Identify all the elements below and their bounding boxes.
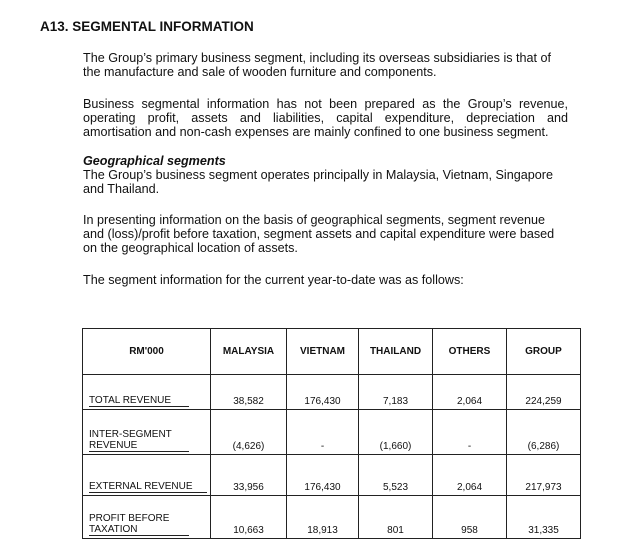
table-cell: 958 — [433, 496, 507, 539]
table-cell: 176,430 — [287, 375, 359, 410]
header-malaysia: MALAYSIA — [211, 329, 287, 375]
table-header-row — [83, 329, 581, 375]
geographical-segments-block — [83, 154, 568, 196]
paragraph-geographical-operations: The Group’s business segment operates principally in Malaysia, Vietnam, Singapore and Thailand. — [83, 168, 553, 196]
header-rm000: RM'000 — [83, 329, 211, 375]
table-row — [83, 410, 581, 455]
table-cell: 2,064 — [433, 375, 507, 410]
table-row — [83, 496, 581, 539]
table-cell: 33,956 — [211, 455, 287, 496]
section-heading: A13. SEGMENTAL INFORMATION — [40, 19, 254, 34]
table-cell: - — [287, 410, 359, 455]
table-cell: 176,430 — [287, 455, 359, 496]
paragraph-segment-intro: The segment information for the current year-to-date was as follows: — [83, 273, 464, 287]
table-cell: 5,523 — [359, 455, 433, 496]
table-cell: (6,286) — [507, 410, 581, 455]
row-label: TOTAL REVENUE — [83, 375, 211, 410]
row-label: INTER-SEGMENT REVENUE — [83, 410, 211, 455]
table-cell: (1,660) — [359, 410, 433, 455]
paragraph-presentation-basis: In presenting information on the basis of geographical segments, segment revenue and (loss)/profit before taxation, segment assets and capital expenditure were based on the geographical location of assets. — [83, 213, 555, 255]
table-cell: 217,973 — [507, 455, 581, 496]
paragraph-primary-segment: The Group’s primary business segment, including its overseas subsidiaries is that of the manufacture and sale of wooden furniture and components. — [83, 51, 552, 79]
table-row — [83, 375, 581, 410]
header-vietnam: VIETNAM — [287, 329, 359, 375]
table-cell: 18,913 — [287, 496, 359, 539]
table-cell: 10,663 — [211, 496, 287, 539]
table-cell: 38,582 — [211, 375, 287, 410]
row-label: PROFIT BEFORE TAXATION — [83, 496, 211, 539]
table-cell: (4,626) — [211, 410, 287, 455]
table-row — [83, 455, 581, 496]
table-cell: - — [433, 410, 507, 455]
table-cell: 2,064 — [433, 455, 507, 496]
table-cell: 224,259 — [507, 375, 581, 410]
header-thailand: THAILAND — [359, 329, 433, 375]
paragraph-business-segment: Business segmental information has not been prepared as the Group’s revenue, operating profit, assets and liabilities, capital expenditure, depreciation and amortisation and non-cash expenses are mainly confined to one business segment. — [83, 97, 568, 139]
table-cell: 7,183 — [359, 375, 433, 410]
header-group: GROUP — [507, 329, 581, 375]
header-others: OTHERS — [433, 329, 507, 375]
table-cell: 31,335 — [507, 496, 581, 539]
row-label: EXTERNAL REVENUE — [83, 455, 211, 496]
segment-table — [82, 328, 581, 539]
table-cell: 801 — [359, 496, 433, 539]
geographical-segments-title: Geographical segments — [83, 154, 226, 168]
